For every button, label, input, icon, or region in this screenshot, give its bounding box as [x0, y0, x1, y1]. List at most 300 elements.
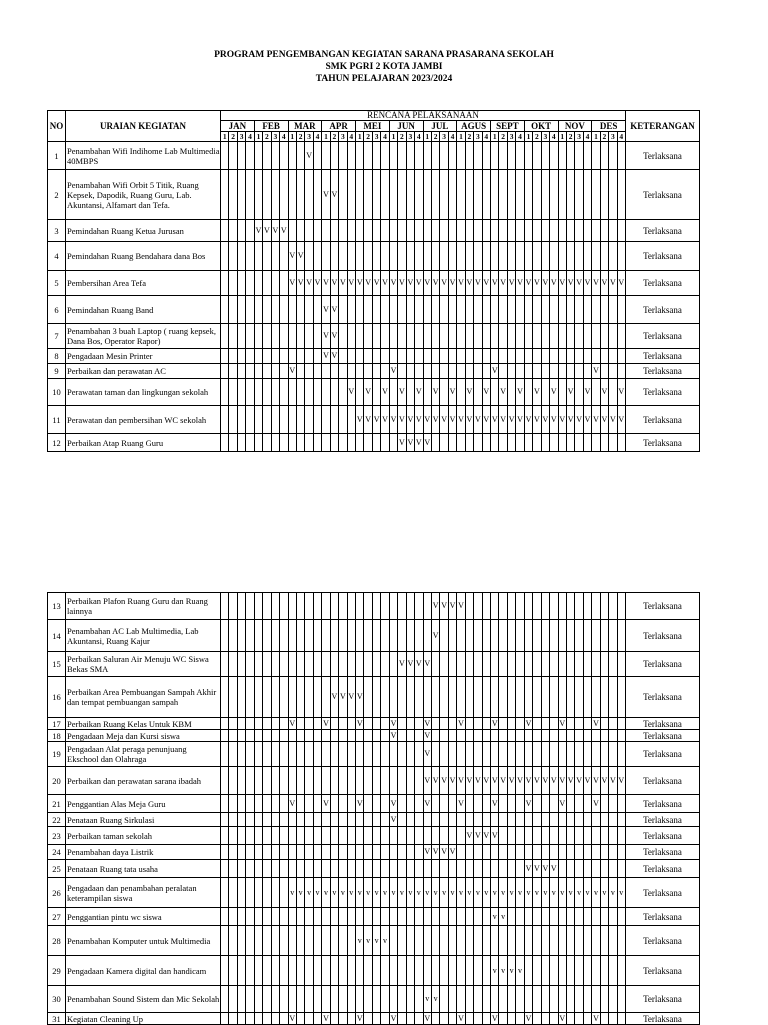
week-cell — [356, 349, 364, 364]
week-cell — [524, 296, 532, 324]
week-cell — [550, 730, 558, 742]
row-status: Terlaksana — [626, 1013, 700, 1025]
week-cell — [280, 1013, 288, 1025]
row-description: Pembersihan Area Tefa — [66, 271, 221, 296]
week-cell — [516, 142, 524, 170]
week-cell: V — [482, 406, 490, 434]
week-cell — [558, 142, 566, 170]
week-cell — [550, 926, 558, 956]
week-cell — [263, 379, 271, 406]
week-cell — [415, 718, 423, 730]
week-cell — [313, 406, 321, 434]
row-number: 13 — [48, 593, 66, 620]
week-cell — [592, 926, 600, 956]
week-cell — [288, 434, 296, 452]
week-cell — [516, 434, 524, 452]
week-cell: V — [617, 406, 625, 434]
week-cell: V — [600, 767, 608, 795]
week-cell — [347, 296, 355, 324]
week-cell — [431, 908, 439, 926]
week-cell — [305, 813, 313, 827]
week-cell — [600, 1013, 608, 1025]
week-cell — [372, 349, 380, 364]
row-description: Perawatan taman dan lingkungan sekolah — [66, 379, 221, 406]
header-week: 4 — [381, 132, 389, 142]
week-cell — [221, 379, 229, 406]
week-cell: V — [263, 220, 271, 242]
week-cell: V — [423, 795, 431, 813]
week-cell — [566, 220, 574, 242]
week-cell — [221, 324, 229, 349]
week-cell: V — [482, 271, 490, 296]
week-cell — [322, 730, 330, 742]
week-cell — [491, 296, 499, 324]
week-cell — [566, 730, 574, 742]
week-cell — [322, 379, 330, 406]
week-cell — [482, 434, 490, 452]
week-cell — [372, 986, 380, 1013]
week-cell — [280, 142, 288, 170]
week-cell — [322, 142, 330, 170]
week-cell — [474, 379, 482, 406]
week-cell — [541, 296, 549, 324]
week-cell — [431, 1013, 439, 1025]
week-cell — [491, 220, 499, 242]
week-cell — [491, 926, 499, 956]
week-cell: V — [558, 271, 566, 296]
week-cell — [305, 767, 313, 795]
week-cell — [322, 813, 330, 827]
row-status: Terlaksana — [626, 379, 700, 406]
week-cell — [305, 379, 313, 406]
week-cell — [609, 296, 617, 324]
week-cell — [398, 813, 406, 827]
week-cell — [524, 827, 532, 845]
week-cell — [617, 926, 625, 956]
row-number: 23 — [48, 827, 66, 845]
week-cell — [381, 908, 389, 926]
week-cell — [448, 926, 456, 956]
week-cell — [566, 142, 574, 170]
week-cell — [600, 349, 608, 364]
week-cell: V — [533, 767, 541, 795]
week-cell — [372, 845, 380, 860]
week-cell: V — [347, 271, 355, 296]
week-cell — [609, 324, 617, 349]
week-cell — [415, 142, 423, 170]
week-cell — [499, 620, 507, 652]
week-cell — [381, 652, 389, 677]
week-cell: V — [330, 677, 338, 718]
row-status: Terlaksana — [626, 956, 700, 986]
week-cell — [313, 593, 321, 620]
week-cell — [406, 677, 414, 718]
table-row — [48, 908, 700, 926]
week-cell: v — [457, 878, 465, 908]
week-cell — [347, 349, 355, 364]
week-cell: V — [507, 271, 515, 296]
table-row — [48, 677, 700, 718]
week-cell — [550, 795, 558, 813]
week-cell — [499, 845, 507, 860]
week-cell — [533, 349, 541, 364]
week-cell — [398, 220, 406, 242]
week-cell — [465, 652, 473, 677]
week-cell — [356, 220, 364, 242]
week-cell — [507, 220, 515, 242]
week-cell — [507, 142, 515, 170]
week-cell — [221, 827, 229, 845]
week-cell: V — [398, 271, 406, 296]
week-cell — [229, 379, 237, 406]
week-cell: V — [381, 406, 389, 434]
week-cell — [558, 379, 566, 406]
week-cell — [372, 956, 380, 986]
week-cell — [263, 271, 271, 296]
week-cell — [313, 379, 321, 406]
week-cell — [533, 652, 541, 677]
week-cell: V — [322, 324, 330, 349]
week-cell — [448, 795, 456, 813]
week-cell — [440, 795, 448, 813]
week-cell — [296, 379, 304, 406]
week-cell — [339, 620, 347, 652]
week-cell: V — [474, 827, 482, 845]
week-cell — [229, 813, 237, 827]
week-cell — [339, 220, 347, 242]
week-cell — [246, 142, 254, 170]
week-cell — [372, 324, 380, 349]
week-cell — [364, 956, 372, 986]
week-cell: V — [323, 718, 329, 728]
week-cell — [221, 813, 229, 827]
week-cell — [457, 142, 465, 170]
header-week: 3 — [339, 132, 347, 142]
week-cell — [415, 220, 423, 242]
week-cell — [221, 860, 229, 878]
week-cell: V — [364, 271, 372, 296]
week-cell — [406, 296, 414, 324]
week-cell — [448, 349, 456, 364]
week-cell — [507, 908, 515, 926]
week-cell — [592, 379, 600, 406]
week-cell — [305, 434, 313, 452]
row-number: 3 — [48, 220, 66, 242]
week-cell — [448, 142, 456, 170]
week-cell — [356, 986, 364, 1013]
week-cell — [221, 242, 229, 271]
week-cell — [583, 324, 591, 349]
week-cell — [313, 767, 321, 795]
table-row — [48, 926, 700, 956]
week-cell — [524, 845, 532, 860]
week-cell — [609, 677, 617, 718]
week-cell: v — [330, 878, 338, 908]
week-cell — [583, 296, 591, 324]
week-cell — [339, 795, 347, 813]
week-cell — [566, 742, 574, 767]
week-cell — [516, 593, 524, 620]
week-cell — [431, 813, 439, 827]
week-cell — [575, 379, 583, 406]
week-cell: V — [431, 845, 439, 860]
week-cell — [541, 926, 549, 956]
week-cell — [457, 926, 465, 956]
week-cell — [305, 986, 313, 1013]
week-cell — [372, 795, 380, 813]
week-cell: v — [499, 956, 507, 986]
week-cell — [583, 813, 591, 827]
week-cell — [339, 813, 347, 827]
week-cell — [583, 677, 591, 718]
week-cell: V — [389, 813, 397, 827]
week-cell — [313, 956, 321, 986]
week-cell — [499, 242, 507, 271]
week-cell — [575, 170, 583, 220]
week-cell — [246, 767, 254, 795]
week-cell — [221, 1013, 229, 1025]
week-cell — [617, 434, 625, 452]
week-cell — [398, 956, 406, 986]
week-cell — [372, 767, 380, 795]
week-cell — [330, 795, 338, 813]
week-cell — [465, 677, 473, 718]
week-cell — [221, 364, 229, 379]
week-cell — [592, 908, 600, 926]
week-cell — [347, 813, 355, 827]
week-cell — [448, 718, 456, 730]
week-cell — [448, 434, 456, 452]
week-cell — [288, 860, 296, 878]
week-cell — [507, 170, 515, 220]
header-no: NO — [48, 111, 66, 142]
week-cell — [482, 742, 490, 767]
week-cell: V — [617, 271, 625, 296]
week-cell — [516, 1013, 524, 1025]
week-cell — [482, 718, 490, 730]
week-cell — [575, 795, 583, 813]
week-cell — [524, 926, 532, 956]
week-cell — [558, 908, 566, 926]
week-cell — [246, 795, 254, 813]
header-week: 3 — [541, 132, 549, 142]
week-cell — [600, 742, 608, 767]
week-cell — [347, 652, 355, 677]
week-cell — [516, 845, 524, 860]
week-cell — [415, 845, 423, 860]
week-cell: v — [398, 878, 406, 908]
week-cell — [600, 324, 608, 349]
week-cell — [364, 795, 372, 813]
row-number: 7 — [48, 324, 66, 349]
week-cell — [246, 908, 254, 926]
week-cell — [406, 860, 414, 878]
week-cell — [474, 220, 482, 242]
week-cell: V — [330, 271, 338, 296]
week-cell — [288, 956, 296, 986]
week-cell — [533, 296, 541, 324]
week-cell — [398, 242, 406, 271]
week-cell: V — [415, 379, 423, 406]
week-cell — [398, 860, 406, 878]
week-cell — [313, 795, 321, 813]
week-cell — [364, 170, 372, 220]
week-cell — [372, 677, 380, 718]
header-uraian: URAIAN KEGIATAN — [66, 111, 221, 142]
week-cell — [271, 742, 279, 767]
week-cell: v — [465, 878, 473, 908]
week-cell: V — [448, 845, 456, 860]
week-cell — [330, 956, 338, 986]
week-cell — [322, 926, 330, 956]
week-cell — [398, 718, 406, 730]
week-cell — [448, 324, 456, 349]
week-cell — [263, 742, 271, 767]
week-cell — [516, 827, 524, 845]
week-cell — [221, 926, 229, 956]
week-cell — [322, 364, 330, 379]
week-cell — [263, 956, 271, 986]
week-cell — [296, 1013, 304, 1025]
week-cell — [229, 593, 237, 620]
week-cell — [600, 220, 608, 242]
week-cell — [305, 220, 313, 242]
week-cell — [465, 364, 473, 379]
week-cell — [389, 827, 397, 845]
week-cell — [499, 434, 507, 452]
week-cell — [322, 677, 330, 718]
week-cell: V — [524, 406, 532, 434]
week-cell: v — [347, 878, 355, 908]
week-cell — [263, 677, 271, 718]
week-cell — [550, 242, 558, 271]
week-cell — [237, 620, 245, 652]
week-cell — [288, 324, 296, 349]
week-cell: V — [356, 795, 364, 813]
week-cell — [516, 677, 524, 718]
week-cell — [364, 324, 372, 349]
week-cell — [313, 434, 321, 452]
week-cell: V — [617, 379, 625, 406]
week-cell — [322, 986, 330, 1013]
week-cell — [364, 827, 372, 845]
week-cell — [415, 860, 423, 878]
week-cell — [356, 652, 364, 677]
week-cell — [347, 742, 355, 767]
week-cell — [296, 349, 304, 364]
week-cell: V — [550, 767, 558, 795]
week-cell — [356, 434, 364, 452]
week-cell — [296, 767, 304, 795]
title-line-3: TAHUN PELAJARAN 2023/2024 — [315, 74, 453, 84]
week-cell — [516, 324, 524, 349]
week-cell — [263, 795, 271, 813]
header-week: 4 — [617, 132, 625, 142]
week-cell — [246, 986, 254, 1013]
header-week: 1 — [558, 132, 566, 142]
week-cell — [482, 845, 490, 860]
week-cell: v — [415, 878, 423, 908]
week-cell — [507, 813, 515, 827]
week-cell — [465, 956, 473, 986]
week-cell: V — [592, 406, 600, 434]
week-cell — [389, 220, 397, 242]
week-cell: v — [364, 926, 372, 956]
week-cell: V — [617, 767, 625, 795]
week-cell: V — [356, 406, 364, 434]
week-cell — [271, 767, 279, 795]
week-cell: V — [524, 795, 532, 813]
week-cell — [296, 170, 304, 220]
week-cell — [507, 860, 515, 878]
week-cell — [423, 349, 431, 364]
row-status: Terlaksana — [626, 242, 700, 271]
week-cell — [474, 242, 482, 271]
header-keterangan: KETERANGAN — [626, 111, 700, 142]
week-cell — [507, 620, 515, 652]
week-cell — [271, 379, 279, 406]
header-week: 1 — [457, 132, 465, 142]
week-cell: V — [330, 170, 338, 220]
week-cell — [423, 324, 431, 349]
week-cell: v — [516, 878, 524, 908]
header-rencana: RENCANA PELAKSANAAN — [221, 111, 626, 121]
week-cell — [330, 926, 338, 956]
week-cell — [381, 620, 389, 652]
week-cell — [415, 593, 423, 620]
week-cell — [415, 926, 423, 956]
week-cell: v — [296, 878, 304, 908]
header-week: 2 — [566, 132, 574, 142]
week-cell — [356, 730, 364, 742]
week-cell — [381, 718, 389, 730]
week-cell — [566, 593, 574, 620]
week-cell — [524, 620, 532, 652]
week-cell — [617, 860, 625, 878]
schedule-table-part-1 — [47, 110, 700, 452]
week-cell: V — [431, 620, 439, 652]
week-cell — [474, 349, 482, 364]
week-cell — [558, 986, 566, 1013]
week-cell — [533, 827, 541, 845]
header-week: 1 — [322, 132, 330, 142]
week-cell — [499, 742, 507, 767]
header-month: OKT — [524, 121, 558, 132]
week-cell — [566, 242, 574, 271]
week-cell — [448, 860, 456, 878]
week-cell — [246, 620, 254, 652]
week-cell — [339, 593, 347, 620]
week-cell — [440, 379, 448, 406]
row-description: Penambahan daya Listrik — [66, 845, 221, 860]
row-number: 17 — [48, 718, 66, 730]
week-cell — [296, 652, 304, 677]
week-cell — [592, 170, 600, 220]
week-cell — [423, 926, 431, 956]
row-description: Perbaikan dan perawatan sarana ibadah — [66, 767, 221, 795]
week-cell — [364, 652, 372, 677]
week-cell — [398, 593, 406, 620]
week-cell — [609, 593, 617, 620]
week-cell — [280, 730, 288, 742]
week-cell — [558, 827, 566, 845]
week-cell: V — [296, 271, 304, 296]
week-cell — [246, 220, 254, 242]
week-cell — [364, 730, 372, 742]
week-cell — [524, 956, 532, 986]
week-cell — [406, 795, 414, 813]
week-cell — [229, 406, 237, 434]
